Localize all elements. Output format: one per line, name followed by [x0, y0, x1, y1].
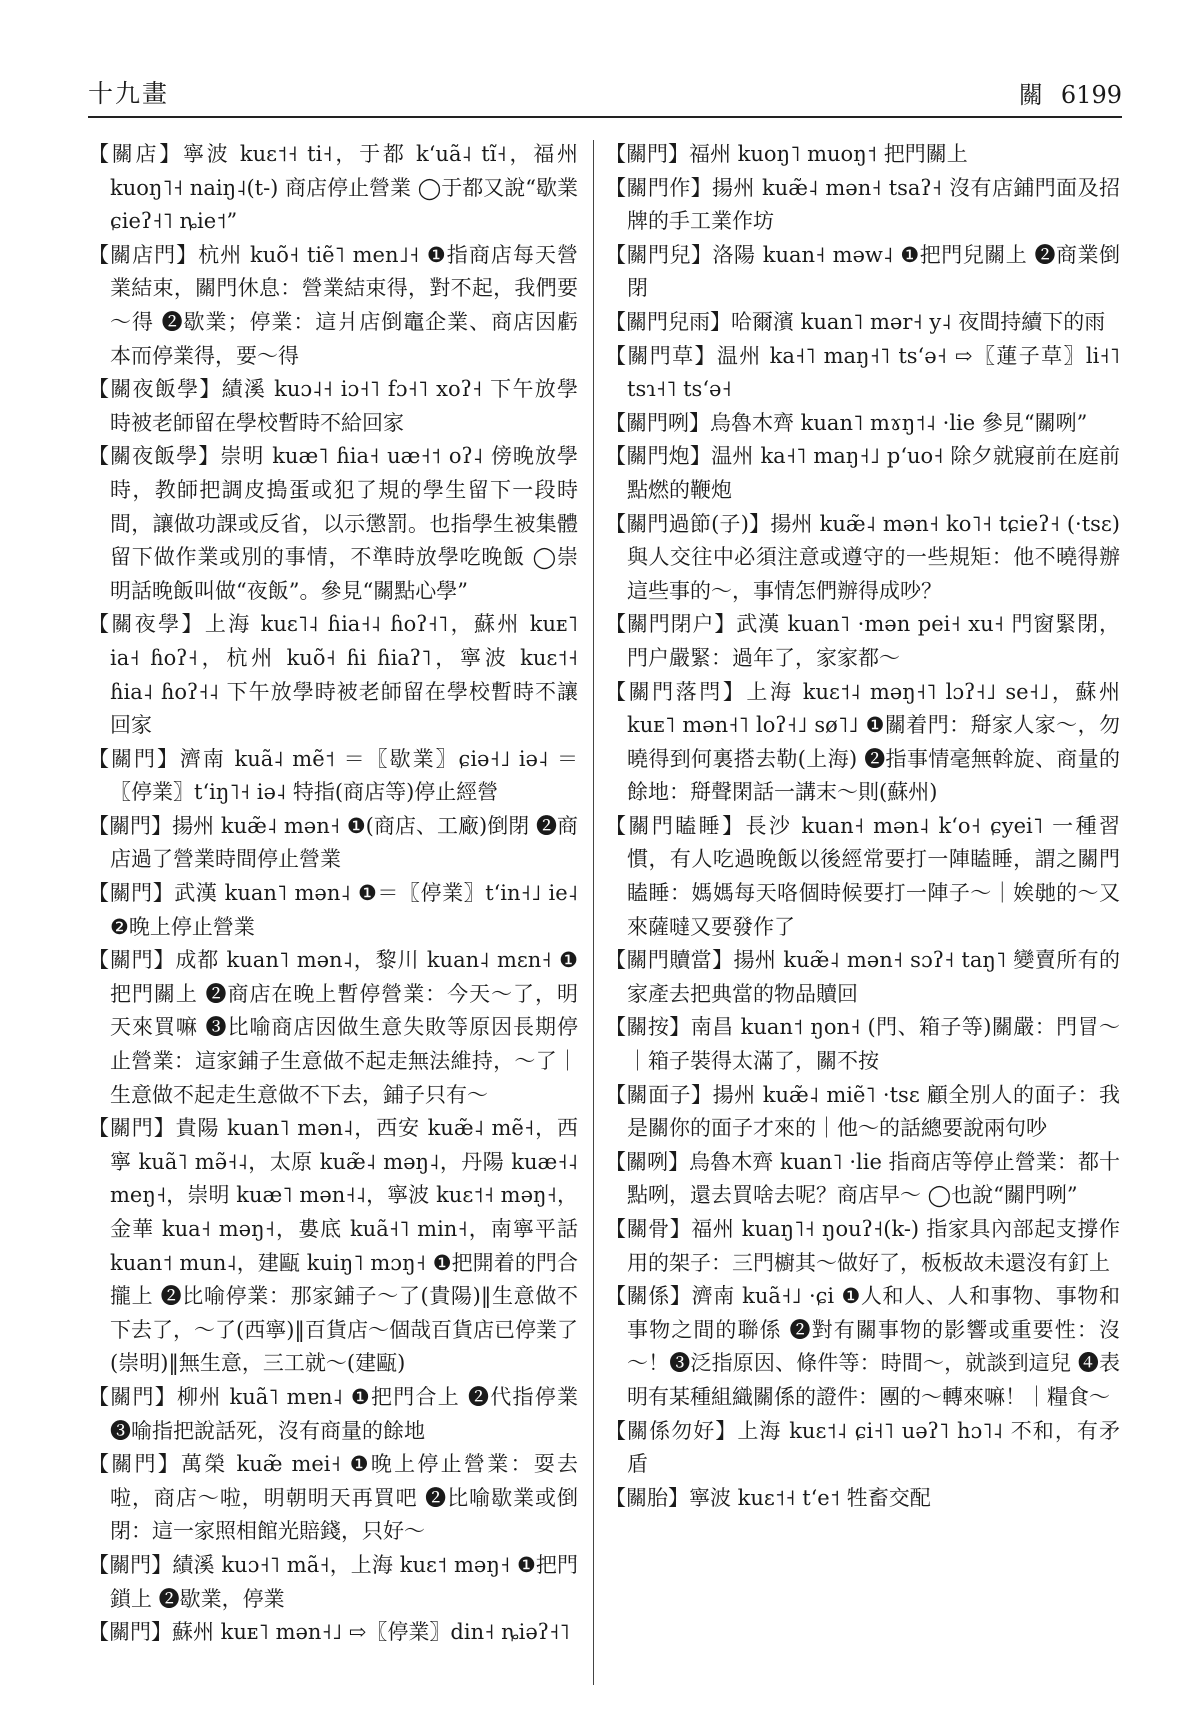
dictionary-entry: 【關胎】寧波 kuɛ˦˧ tʻe˦ 牲畜交配: [605, 1485, 931, 1510]
page-header: [88, 72, 1122, 118]
dictionary-entry: 【關門】蘇州 kuᴇ˥ mən˧˩ ⇨〖停業〗din˧ ȵiəʔ˧˥: [88, 1620, 570, 1645]
right-column: [605, 138, 1120, 1515]
dictionary-entry: 【關門】成都 kuan˥ mən˨，黎川 kuan˨ mɛn˧ ❶把門關上 ❷商店在晚上暫停營業：今天～了，明天來買嘛 ❸比喻商店因做生意失敗等原因長期停止營業：這家鋪子生意做不起走無法維持，～了｜生意做不起走生意做不下去，鋪子只有～: [88, 948, 578, 1107]
dictionary-entry: 【關門炮】温州 ka˧˥ maŋ˧˩ pʻuo˧ 除夕就寢前在庭前點燃的鞭炮: [605, 444, 1120, 502]
dictionary-entry: 【關門】萬榮 kuæ̃ mei˧ ❶晚上停止營業：耍去啦，商店～啦，明朝明天再買吧 ❷比喻歇業或倒閉：這一家照相館光賠錢，只好～: [88, 1452, 578, 1544]
dictionary-entry: 【關門咧】烏魯木齊 kuan˥ mɤŋ˦˨ ·lie 參見“關咧”: [605, 410, 1088, 435]
dictionary-entry: 【關按】南昌 kuan˦ ŋon˧ (門、箱子等)關嚴：門冒～｜箱子裝得太滿了，關不按: [605, 1015, 1120, 1074]
column-divider: [593, 140, 594, 1685]
dictionary-entry: 【關門閉户】武漢 kuan˥ ·mən pei˧ xu˧ 門窗緊閉，門户嚴緊：過年了，家家都～: [605, 612, 1120, 670]
page-heading: [1019, 75, 1122, 110]
dictionary-entry: 【關咧】烏魯木齊 kuan˥ ·lie 指商店等停止營業：都十點咧，還去買啥去呢？商店早～ ◯也說“關門咧”: [605, 1149, 1120, 1208]
dictionary-entry: 【關店門】杭州 kuõ˧ tiẽ˥ men˩˧ ❶指商店每天營業結束，關門休息：營業結束得，對不起，我們要～得 ❷歇業；停業：這爿店倒竈企業、商店因虧本而停業得，要～得: [88, 242, 578, 368]
dictionary-entry: 【關門瞌睡】長沙 kuan˧ mən˨ kʻo˧ ɕyei˥ 一種習慣，有人吃過晚飯以後經常要打一陣瞌睡，謂之關門瞌睡：媽媽每天咯個時候要打一陣子～｜娭毑的～又來薩噠又要發作了: [605, 813, 1120, 939]
dictionary-entry: 【關係】濟南 kuã˧˩ ·ɕi ❶人和人、人和事物、事物和事物之間的聯係 ❷對有關事物的影響或重要性：沒～！❸泛指原因、條件等：時間～，就談到這兒 ❹表明有某種組織關係的證件：團的～轉來嘛！｜糧食～: [605, 1284, 1120, 1409]
head-character: 關: [1018, 81, 1043, 109]
dictionary-entry: 【關門作】揚州 kuæ̃˨ mən˧ tsaʔ˧ 沒有店鋪門面及招牌的手工業作坊: [605, 175, 1120, 234]
dictionary-entry: 【關門】濟南 kuã˨ mẽ˦ ＝〖歇業〗ɕiə˧˩ iə˨ ＝〖停業〗tʻiŋ˥˧ iə˨ 特指(商店等)停止經營: [88, 746, 578, 805]
dictionary-entry: 【關夜學】上海 kuɛ˥˨ ɦia˧˨ ɦoʔ˧˥，蘇州 kuᴇ˥ ia˧ ɦoʔ˧，杭州 kuõ˧ ɦi ɦiaʔ˥，寧波 kuɛ˦˧ ɦia˨ ɦoʔ˧˨ 下午放學時被老師留在學校暫時不讓回家: [88, 612, 578, 738]
dictionary-entry: 【關門草】温州 ka˧˥ maŋ˧˥ tsʻə˧ ⇨〖蓮子草〗li˧˥ tsɿ˧˥ tsʻə˧: [605, 343, 1120, 402]
dictionary-entry: 【關門】福州 kuoŋ˥ muoŋ˦ 把門關上: [605, 142, 968, 166]
dictionary-entry: 【關夜飯學】崇明 kuæ˥ ɦia˧ uæ˧˦ oʔ˨ 傍晚放學時，教師把調皮搗蛋或犯了規的學生留下一段時間，讓做功課或反省，以示懲罰。也指學生被集體留下做作業或別的事情，不準時放學吃晚飯 ◯崇明話晚飯叫做“夜飯”。參見“關點心學”: [88, 444, 578, 603]
dictionary-entry: 【關門】柳州 kuã˥ mɐn˨ ❶把門合上 ❷代指停業 ❸喻指把說話死，沒有商量的餘地: [88, 1384, 578, 1443]
dictionary-entry: 【關門】揚州 kuæ̃˨ mən˧ ❶(商店、工廠)倒閉 ❷商店過了營業時間停止營業: [88, 813, 578, 872]
dictionary-entry: 【關門】績溪 kuɔ˧˥ mã˧，上海 kuɛ˦ məŋ˧ ❶把門鎖上 ❷歇業，停業: [88, 1552, 578, 1611]
dictionary-entry: 【關門過節(子)】揚州 kuæ̃˨ mən˧ ko˥˧ tɕieʔ˧ (·tsɛ) 與人交往中必須注意或遵守的一些規矩：他不曉得辦這些事的～，事情怎們辦得成吵？: [605, 511, 1120, 603]
dictionary-entry: 【關面子】揚州 kuæ̃˨ miẽ˥ ·tsɛ 顧全別人的面子：我是關你的面子才來的｜他～的話總要說兩句吵: [605, 1082, 1120, 1141]
dictionary-entry: 【關門】貴陽 kuan˥ mən˨，西安 kuæ̃˨ mẽ˧，西寧 kuã˥ mə̃˧˨，太原 kuæ̃˨ məŋ˨，丹陽 kuæ˧˨ meŋ˧，崇明 kuæ˥ mən˧˨，寧波 kuɛ˦˧ məŋ˧，金華 kua˧ məŋ˧，婁底 kuã˧˥ min˧，南寧平話 kuan˦ mun˨，建甌 kuiŋ˥ mɔŋ˧ ❶把開着的門合攏上 ❷比喻停業：那家鋪子～了(貴陽)‖生意做不下去了，～了(西寧)‖百貨店～個哉百貨店已停業了(崇明)‖無生意，三工就～(建甌): [88, 1116, 578, 1376]
dictionary-entry: 【關門落閂】上海 kuɛ˦˨ məŋ˧˥ lɔʔ˧˩ se˧˩，蘇州 kuᴇ˥ mən˧˥ loʔ˧˩ sø˥˩ ❶關着門：搿家人家～，勿曉得到何裏搭去勒(上海) ❷指事情毫無斡旋、商量的餘地：搿聲閑話一講末～則(蘇州): [605, 679, 1120, 805]
page-number: 6199: [1060, 81, 1122, 109]
dictionary-entry: 【關門兒雨】哈爾濱 kuan˥ mər˧ y˨ 夜間持續下的雨: [605, 309, 1106, 334]
dictionary-entry: 【關門兒】洛陽 kuan˧ məw˨ ❶把門兒關上 ❷商業倒閉: [605, 242, 1120, 301]
dictionary-entry: 【關門】武漢 kuan˥ mən˨ ❶＝〖停業〗tʻin˧˩ ie˨ ❷晚上停止營業: [88, 881, 578, 939]
dictionary-entry: 【關店】寧波 kuɛ˦˧ ti˧，于都 kʻuã˨ tĩ˧，福州 kuoŋ˥˧ naiŋ˨(t-) 商店停止營業 ◯于都又說“歇業 ɕieʔ˧˥ ȵie˦”: [88, 142, 578, 234]
dictionary-entry: 【關夜飯學】績溪 kuɔ˨˧ iɔ˧˥ fɔ˧˥ xoʔ˧ 下午放學時被老師留在學校暫時不給回家: [88, 377, 578, 435]
dictionary-entry: 【關骨】福州 kuaŋ˥˧ ŋouʔ˧(k-) 指家具內部起支撐作用的架子：三門櫥其～做好了，板板故未還沒有釘上: [605, 1217, 1120, 1275]
dictionary-entry: 【關門贖當】揚州 kuæ̃˨ mən˧ sɔʔ˧ taŋ˥ 變賣所有的家產去把典當的物品贖回: [605, 948, 1120, 1006]
dictionary-entry: 【關係勿好】上海 kuɛ˦˨ ɕi˧˥ uəʔ˥ hɔ˥˨ 不和，有矛盾: [605, 1418, 1120, 1477]
section-label: 十九畫: [88, 79, 170, 108]
left-column: [88, 138, 578, 1650]
